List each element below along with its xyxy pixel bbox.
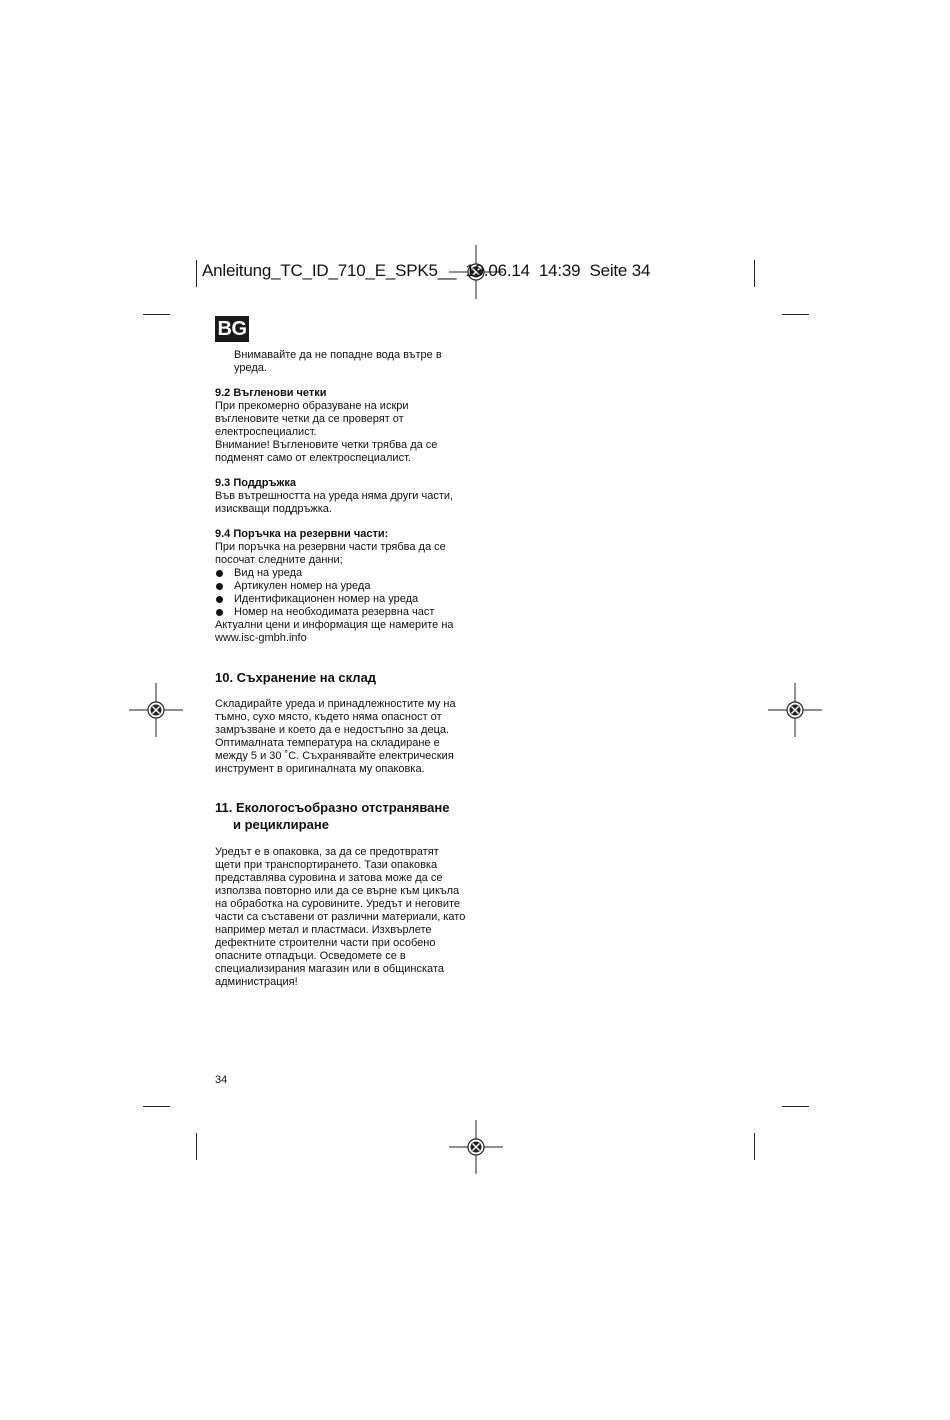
section-11-heading <box>215 799 495 833</box>
print-slug-header <box>202 261 659 281</box>
text-line: тъмно, сухо място, където няма опасност от <box>215 711 442 723</box>
section-heading: 9.2 Въгленови четки <box>215 387 327 399</box>
heading-line: 11. Екологосъобразно отстраняване <box>215 800 450 815</box>
crop-mark-bottom-left-vertical <box>196 1133 197 1160</box>
bullet-icon <box>216 596 223 603</box>
text-line: замръзване и което да е недостъпно за деца. <box>215 724 450 736</box>
list-item-text: Артикулен номер на уреда <box>234 580 371 592</box>
text-line: инструмент в оригиналната му опаковка. <box>215 763 425 775</box>
crop-mark-top-right-vertical <box>754 260 755 287</box>
slug-date: 19.06.14 <box>465 261 530 280</box>
section-9-3 <box>215 477 475 516</box>
text-line: електроспециалист. <box>215 426 317 438</box>
text-line: подменят само от електроспециалист. <box>215 452 411 464</box>
text-line: Оптималната температура на складиране е <box>215 737 440 749</box>
page-number: 34 <box>215 1074 228 1086</box>
list-item-text: Вид на уреда <box>234 567 303 579</box>
text-line: Внимание! Въгленовите четки трябва да се <box>215 439 438 451</box>
section-9-4 <box>215 528 475 645</box>
section-heading: 9.4 Поръчка на резервни части: <box>215 528 389 540</box>
list-item <box>215 580 475 593</box>
text-line: опасните отпадъци. Осведомете се в <box>215 950 406 962</box>
slug-filename: Anleitung_TC_ID_710_E_SPK5__ <box>202 261 457 280</box>
crop-mark-top-left-horizontal <box>143 314 170 315</box>
website-url: www.isc-gmbh.info <box>215 632 307 644</box>
section-heading: 9.3 Поддръжка <box>215 477 296 489</box>
section-11-body <box>215 846 477 989</box>
list-item <box>215 593 475 606</box>
list-item <box>215 606 475 619</box>
crop-mark-bottom-right-horizontal <box>782 1106 809 1107</box>
text-line: Актуални цени и информация ще намерите на <box>215 619 454 631</box>
text-line: щети при транспортирането. Тази опаковка <box>215 859 438 871</box>
text-line: въгленовите четки да се проверят от <box>215 413 404 425</box>
text-line: изискващи поддръжка. <box>215 503 332 515</box>
text-line: При прекомерно образуване на искри <box>215 400 409 412</box>
text-line: Внимавайте да не попадне вода вътре в <box>234 349 442 361</box>
intro-paragraph <box>215 349 494 375</box>
text-line: Уредът е в опаковка, за да се предотвратят <box>215 846 439 858</box>
bullet-icon <box>216 609 223 616</box>
text-line: представлява суровина и затова може да се <box>215 872 443 884</box>
section-10-body <box>215 698 475 776</box>
text-line: специализирания магазин или в общинската <box>215 963 444 975</box>
bullet-icon <box>216 570 223 577</box>
heading-line: и рециклиране <box>233 817 329 832</box>
crop-mark-top-right-horizontal <box>782 314 809 315</box>
slug-time: 14:39 <box>538 261 581 280</box>
list-item <box>215 567 475 580</box>
bullet-icon <box>216 583 223 590</box>
text-line: дефектните строителни части при особено <box>215 937 436 949</box>
section-10-heading: 10. Съхранение на склад <box>215 670 377 685</box>
list-item-text: Номер на необходимата резервна част <box>234 606 435 618</box>
registration-mark-left-icon <box>129 683 183 737</box>
registration-mark-bottom-icon <box>449 1120 503 1174</box>
section-9-2 <box>215 387 475 465</box>
text-line: посочат следните данни; <box>215 554 343 566</box>
language-badge: BG <box>215 316 249 342</box>
list-item-text: Идентификационен номер на уреда <box>234 593 419 605</box>
crop-mark-bottom-left-horizontal <box>143 1106 170 1107</box>
text-line: използва повторно или да се върне към цикъла <box>215 885 460 897</box>
text-line: на обработка на суровините. Уредът и неговите <box>215 898 460 910</box>
text-line: например метал и пластмаси. Изхвърлете <box>215 924 432 936</box>
text-line: администрация! <box>215 976 298 988</box>
registration-mark-right-icon <box>768 683 822 737</box>
crop-mark-top-left-vertical <box>196 260 197 287</box>
text-line: При поръчка на резервни части трябва да се <box>215 541 446 553</box>
crop-mark-bottom-right-vertical <box>754 1133 755 1160</box>
text-line: между 5 и 30 ˚C. Съхранявайте електрическия <box>215 750 454 762</box>
slug-page-label: Seite 34 <box>589 261 651 280</box>
text-line: уреда. <box>234 362 267 374</box>
text-line: части са съставени от различни материали, като <box>215 911 466 923</box>
text-line: Във вътрешността на уреда няма други части, <box>215 490 454 502</box>
text-line: Складирайте уреда и принадлежностите му на <box>215 698 456 710</box>
